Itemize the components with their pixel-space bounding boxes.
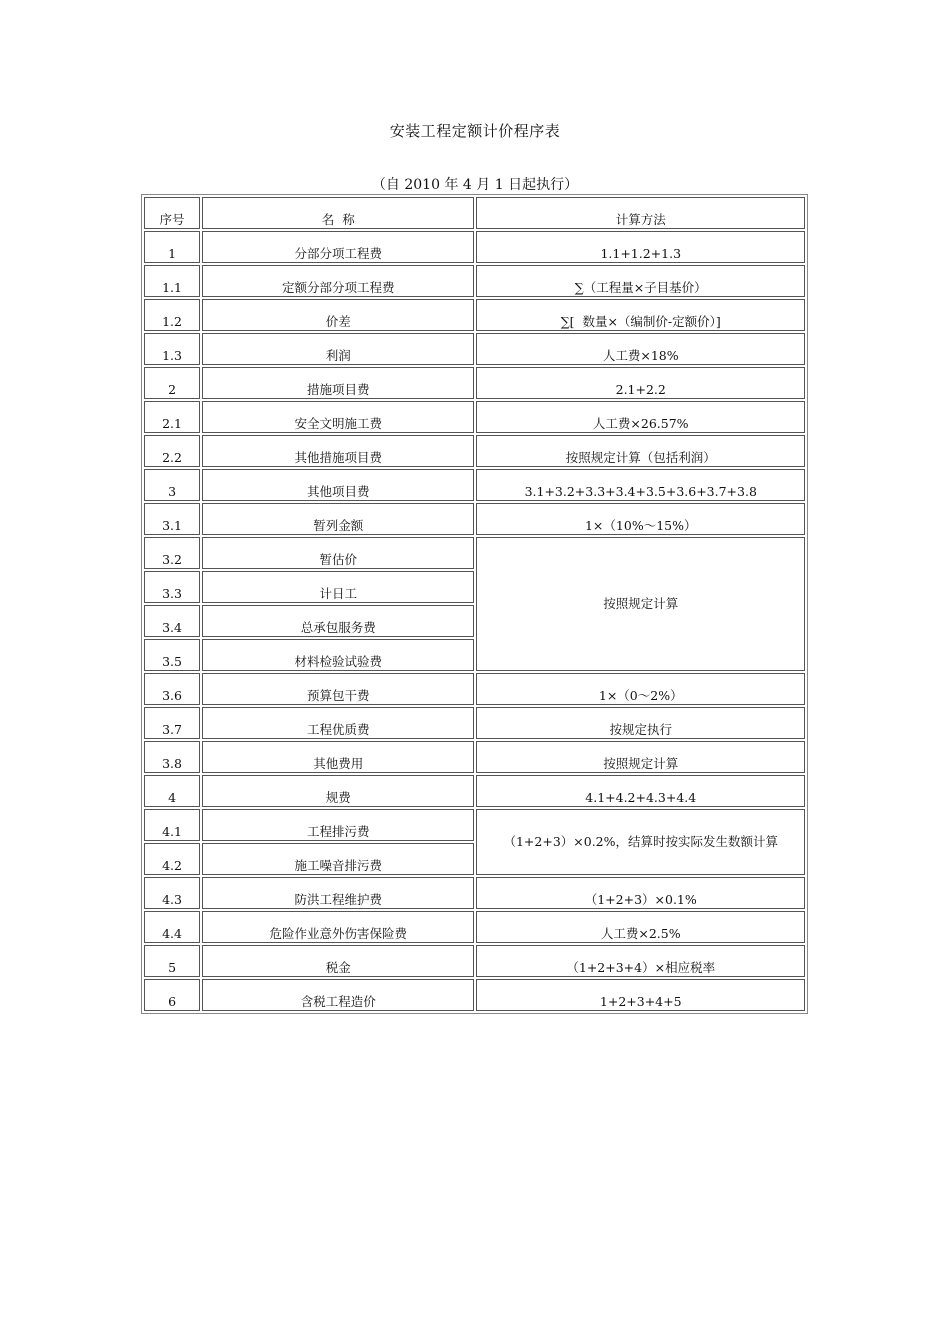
row-method: （1+2+3）×0.1% <box>476 877 805 909</box>
table-row <box>144 979 805 1011</box>
row-no: 3.8 <box>144 741 200 773</box>
table-row <box>144 469 805 501</box>
row-method: 按照规定计算（包括利润） <box>476 435 805 467</box>
table-row <box>144 265 805 297</box>
row-no: 1 <box>144 231 200 263</box>
row-no: 3.5 <box>144 639 200 671</box>
row-no: 4.1 <box>144 809 200 841</box>
row-method: 1.1+1.2+1.3 <box>476 231 805 263</box>
row-name: 危险作业意外伤害保险费 <box>202 911 474 943</box>
row-method: 按规定执行 <box>476 707 805 739</box>
table-row <box>144 945 805 977</box>
row-name: 规费 <box>202 775 474 807</box>
row-no: 1.3 <box>144 333 200 365</box>
row-method-merged: （1+2+3）×0.2%，结算时按实际发生数额计算 <box>476 809 805 875</box>
row-no: 3.1 <box>144 503 200 535</box>
table-row <box>144 911 805 943</box>
header-no: 序号 <box>144 197 200 229</box>
row-method: ∑[ 数量×（编制价-定额价）] <box>476 299 805 331</box>
row-name: 措施项目费 <box>202 367 474 399</box>
row-method: 1+2+3+4+5 <box>476 979 805 1011</box>
row-name: 防洪工程维护费 <box>202 877 474 909</box>
row-method: 人工费×26.57% <box>476 401 805 433</box>
row-name: 施工噪音排污费 <box>202 843 474 875</box>
table-row <box>144 503 805 535</box>
row-no: 5 <box>144 945 200 977</box>
row-no: 1.2 <box>144 299 200 331</box>
row-no: 4.3 <box>144 877 200 909</box>
header-method: 计算方法 <box>476 197 805 229</box>
row-method-merged: 按照规定计算 <box>476 537 805 671</box>
row-no: 3.6 <box>144 673 200 705</box>
row-no: 6 <box>144 979 200 1011</box>
pricing-procedure-table <box>141 194 808 1014</box>
row-name: 税金 <box>202 945 474 977</box>
header-name: 名 称 <box>202 197 474 229</box>
row-name: 含税工程造价 <box>202 979 474 1011</box>
row-no: 3.7 <box>144 707 200 739</box>
table-row <box>144 741 805 773</box>
table-row <box>144 401 805 433</box>
row-no: 4 <box>144 775 200 807</box>
row-name: 其他费用 <box>202 741 474 773</box>
row-method: 人工费×18% <box>476 333 805 365</box>
table-row <box>144 231 805 263</box>
row-no: 2.2 <box>144 435 200 467</box>
row-no: 4.2 <box>144 843 200 875</box>
table-row <box>144 707 805 739</box>
table-row <box>144 809 805 841</box>
row-name: 其他项目费 <box>202 469 474 501</box>
row-method: 4.1+4.2+4.3+4.4 <box>476 775 805 807</box>
table-row <box>144 367 805 399</box>
row-no: 2.1 <box>144 401 200 433</box>
row-method: 2.1+2.2 <box>476 367 805 399</box>
row-no: 3.3 <box>144 571 200 603</box>
document-title: 安装工程定额计价程序表 <box>389 122 561 140</box>
row-name: 材料检验试验费 <box>202 639 474 671</box>
row-method: 3.1+3.2+3.3+3.4+3.5+3.6+3.7+3.8 <box>476 469 805 501</box>
row-name: 工程优质费 <box>202 707 474 739</box>
row-method: （1+2+3+4）×相应税率 <box>476 945 805 977</box>
row-method: 人工费×2.5% <box>476 911 805 943</box>
row-name: 预算包干费 <box>202 673 474 705</box>
row-name: 总承包服务费 <box>202 605 474 637</box>
row-no: 2 <box>144 367 200 399</box>
row-no: 4.4 <box>144 911 200 943</box>
table-row <box>144 673 805 705</box>
row-name: 利润 <box>202 333 474 365</box>
table-row <box>144 877 805 909</box>
row-name: 安全文明施工费 <box>202 401 474 433</box>
row-name: 价差 <box>202 299 474 331</box>
row-method: 按照规定计算 <box>476 741 805 773</box>
table-row <box>144 435 805 467</box>
table-row <box>144 299 805 331</box>
table-row <box>144 775 805 807</box>
table-row <box>144 537 805 569</box>
row-name: 计日工 <box>202 571 474 603</box>
row-name: 工程排污费 <box>202 809 474 841</box>
row-no: 1.1 <box>144 265 200 297</box>
row-name: 暂估价 <box>202 537 474 569</box>
row-name: 其他措施项目费 <box>202 435 474 467</box>
row-no: 3 <box>144 469 200 501</box>
row-method: ∑（工程量×子目基价） <box>476 265 805 297</box>
row-method: 1×（10%～15%） <box>476 503 805 535</box>
row-method: 1×（0～2%） <box>476 673 805 705</box>
table-header-row <box>144 197 805 229</box>
row-no: 3.2 <box>144 537 200 569</box>
row-name: 定额分部分项工程费 <box>202 265 474 297</box>
document-subtitle: （自 2010 年 4 月 1 日起执行） <box>371 177 579 193</box>
table-row <box>144 333 805 365</box>
row-no: 3.4 <box>144 605 200 637</box>
row-name: 分部分项工程费 <box>202 231 474 263</box>
row-name: 暂列金额 <box>202 503 474 535</box>
